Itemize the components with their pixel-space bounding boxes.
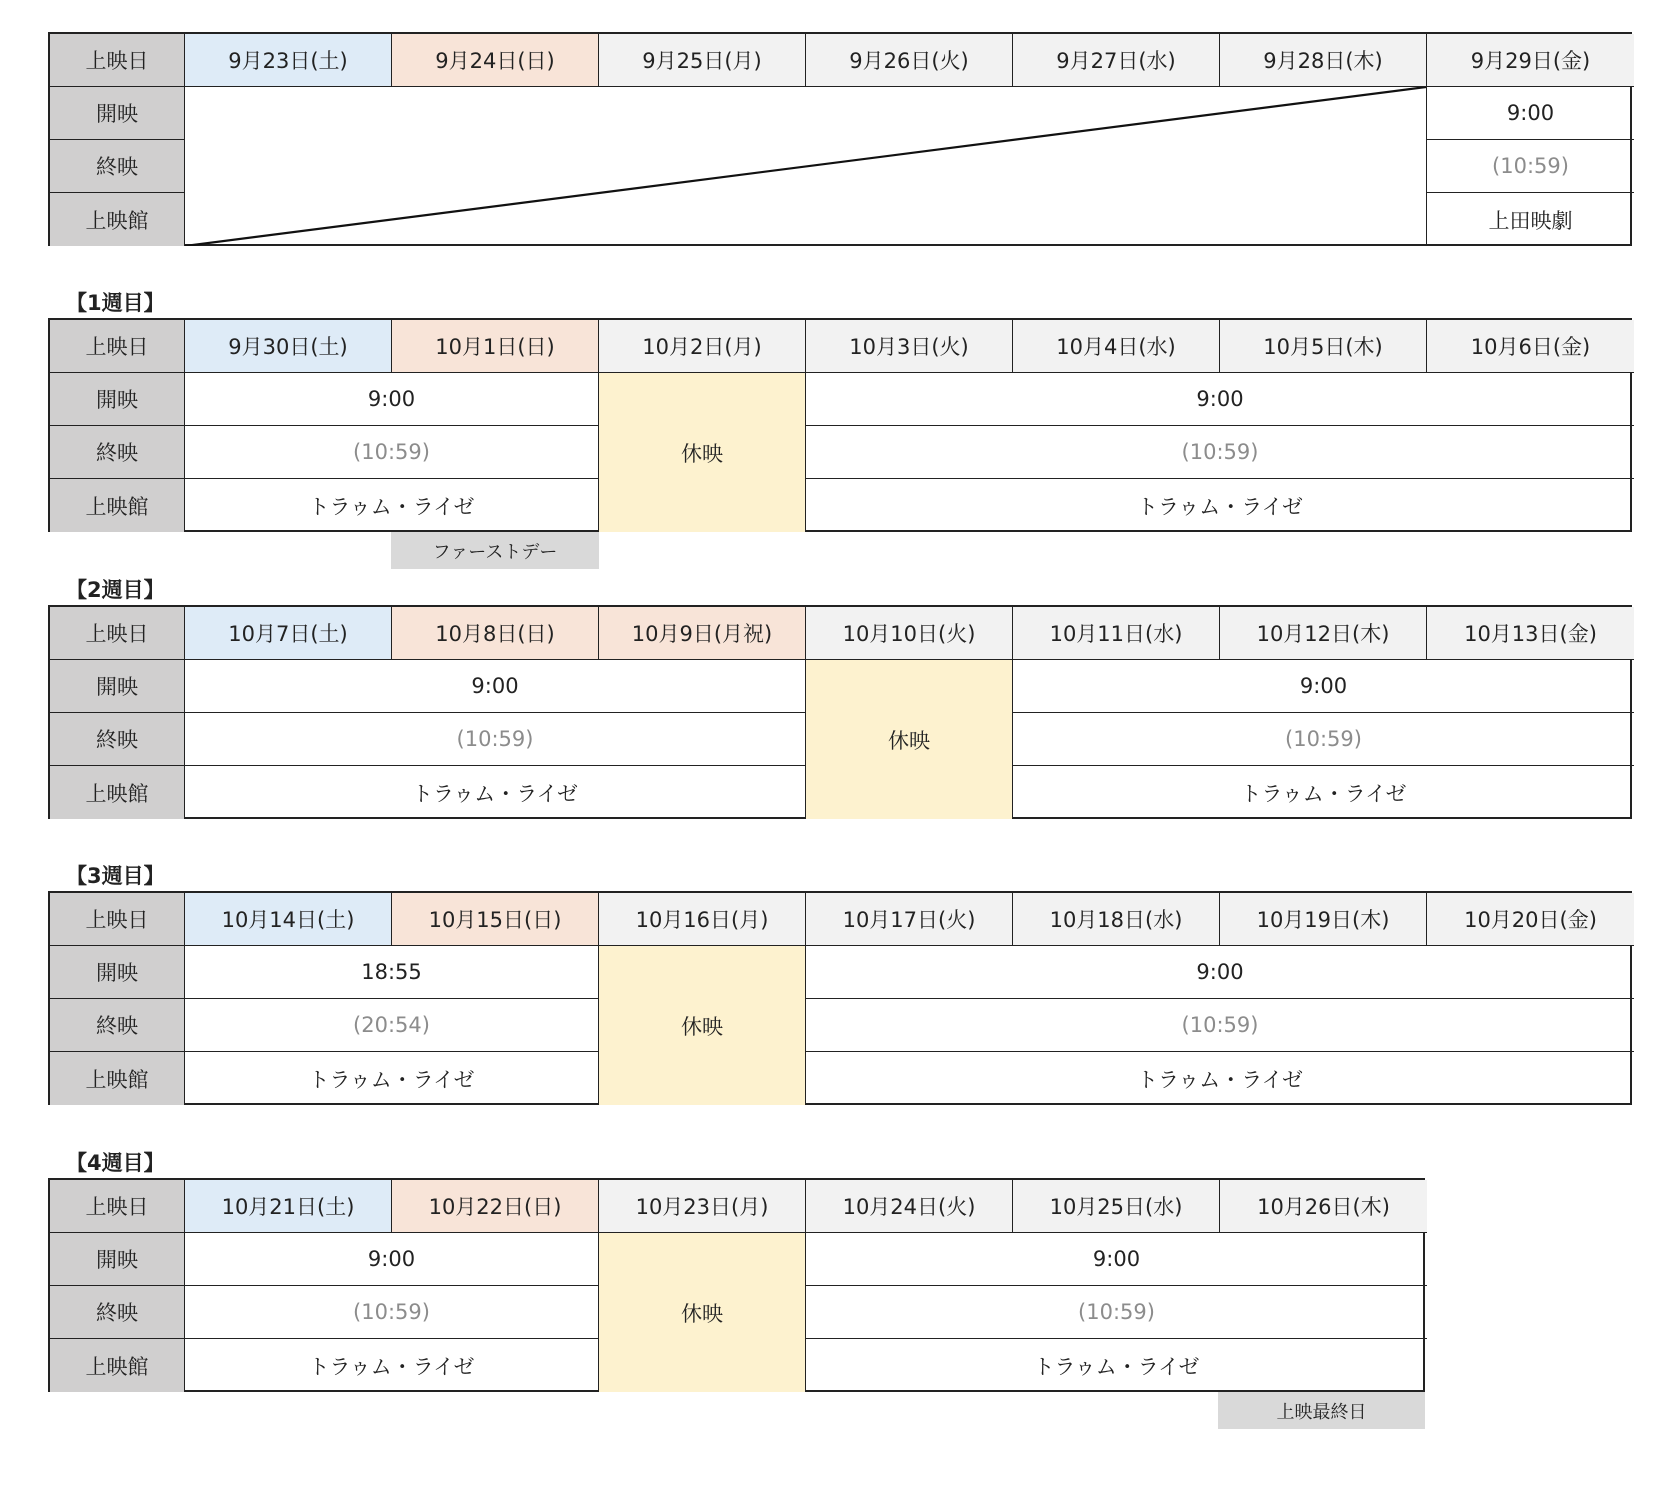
date-cell: 10月20日(金): [1427, 893, 1634, 946]
venue: トラゥム・ライゼ: [185, 766, 806, 819]
date-cell: 10月13日(金): [1427, 607, 1634, 660]
date-cell: 9月30日(土): [185, 320, 392, 373]
closed-cell: 休映: [599, 946, 806, 1105]
start-time: 9:00: [1013, 660, 1634, 713]
row-label-end: 終映: [50, 426, 185, 479]
row-label-venue: 上映館: [50, 479, 185, 532]
row-label-date: 上映日: [50, 320, 185, 373]
date-cell: 9月26日(火): [806, 34, 1013, 87]
date-cell: 10月9日(月祝): [599, 607, 806, 660]
row-label-start: 開映: [50, 660, 185, 713]
row-label-date: 上映日: [50, 1180, 185, 1233]
week-label: 【4週目】: [66, 1151, 165, 1175]
row-label-date: 上映日: [50, 607, 185, 660]
row-label-venue: 上映館: [50, 193, 185, 246]
week-label: 【3週目】: [66, 864, 165, 888]
date-cell: 10月10日(火): [806, 607, 1013, 660]
week-label: 【1週目】: [66, 291, 165, 315]
no-screening-area: [185, 87, 1427, 246]
venue: トラゥム・ライゼ: [1137, 1067, 1303, 1092]
date-cell: 9月28日(木): [1220, 34, 1427, 87]
start-time: 9:00: [806, 373, 1634, 426]
row-label-end: 終映: [50, 999, 185, 1052]
first-day-tag: ファーストデー: [391, 532, 599, 569]
end-time: (10:59): [185, 713, 806, 766]
closed-cell: 休映: [806, 660, 1013, 819]
venue: トラゥム・ライゼ: [185, 479, 599, 532]
schedule-table-week4: [48, 1178, 1425, 1392]
row-label-start: 開映: [50, 1233, 185, 1286]
row-label-end: 終映: [50, 140, 185, 193]
end-time: (10:59): [1427, 140, 1634, 193]
start-time: 9:00: [1427, 87, 1634, 140]
date-cell: 10月23日(月): [599, 1180, 806, 1233]
venue: トラゥム・ライゼ: [1240, 781, 1407, 806]
start-time: 9:00: [185, 373, 599, 426]
date-cell: 9月24日(日): [392, 34, 599, 87]
date-cell: 10月4日(水): [1013, 320, 1220, 373]
row-label-venue: 上映館: [50, 1052, 185, 1105]
date-cell: 10月26日(木): [1220, 1180, 1427, 1233]
end-time: (20:54): [185, 999, 599, 1052]
final-day-tag: 上映最終日: [1218, 1392, 1425, 1429]
closed-cell: 休映: [599, 1233, 806, 1392]
schedule-table-week1: [48, 318, 1632, 532]
schedule-table-week3: [48, 891, 1632, 1105]
date-cell: 10月11日(水): [1013, 607, 1220, 660]
start-time: 9:00: [185, 1233, 599, 1286]
date-cell: 10月14日(土): [185, 893, 392, 946]
end-time: (10:59): [806, 1286, 1427, 1339]
row-label-date: 上映日: [50, 893, 185, 946]
date-cell: 10月6日(金): [1427, 320, 1634, 373]
start-time: 18:55: [185, 946, 599, 999]
row-label-start: 開映: [50, 373, 185, 426]
date-cell: 9月29日(金): [1427, 34, 1634, 87]
venue: トラゥム・ライゼ: [1137, 494, 1303, 519]
venue: トラゥム・ライゼ: [185, 1052, 599, 1105]
start-time: 9:00: [806, 1233, 1427, 1286]
date-cell: 10月21日(土): [185, 1180, 392, 1233]
date-cell: 10月16日(月): [599, 893, 806, 946]
row-label-venue: 上映館: [50, 766, 185, 819]
date-cell: 10月15日(日): [392, 893, 599, 946]
date-cell: 10月12日(木): [1220, 607, 1427, 660]
date-cell: 10月19日(木): [1220, 893, 1427, 946]
date-cell: 10月1日(日): [392, 320, 599, 373]
venue: トラゥム・ライゼ: [1033, 1354, 1200, 1379]
end-time: (10:59): [185, 1286, 599, 1339]
end-time: (10:59): [1013, 713, 1634, 766]
end-time: (10:59): [806, 999, 1634, 1052]
date-cell: 10月18日(水): [1013, 893, 1220, 946]
date-cell: 9月27日(水): [1013, 34, 1220, 87]
end-time: (10:59): [806, 426, 1634, 479]
venue: トラゥム・ライゼ: [185, 1339, 599, 1392]
row-label-end: 終映: [50, 713, 185, 766]
date-cell: 10月8日(日): [392, 607, 599, 660]
date-cell: 10月2日(月): [599, 320, 806, 373]
end-time: (10:59): [185, 426, 599, 479]
date-cell: 10月22日(日): [392, 1180, 599, 1233]
diagonal-strike: [185, 87, 1426, 246]
date-cell: 10月24日(火): [806, 1180, 1013, 1233]
date-cell: 9月23日(土): [185, 34, 392, 87]
date-cell: 10月7日(土): [185, 607, 392, 660]
date-cell: 10月17日(火): [806, 893, 1013, 946]
venue: 上田映劇: [1488, 208, 1573, 233]
schedule-table-week2: [48, 605, 1632, 819]
row-label-end: 終映: [50, 1286, 185, 1339]
schedule-table-preweek: [48, 32, 1632, 246]
start-time: 9:00: [185, 660, 806, 713]
row-label-start: 開映: [50, 87, 185, 140]
closed-cell: 休映: [599, 373, 806, 532]
row-label-venue: 上映館: [50, 1339, 185, 1392]
date-cell: 10月25日(水): [1013, 1180, 1220, 1233]
start-time: 9:00: [806, 946, 1634, 999]
date-cell: 9月25日(月): [599, 34, 806, 87]
row-label-date: 上映日: [50, 34, 185, 87]
row-label-start: 開映: [50, 946, 185, 999]
week-label: 【2週目】: [66, 578, 165, 602]
date-cell: 10月3日(火): [806, 320, 1013, 373]
date-cell: 10月5日(木): [1220, 320, 1427, 373]
